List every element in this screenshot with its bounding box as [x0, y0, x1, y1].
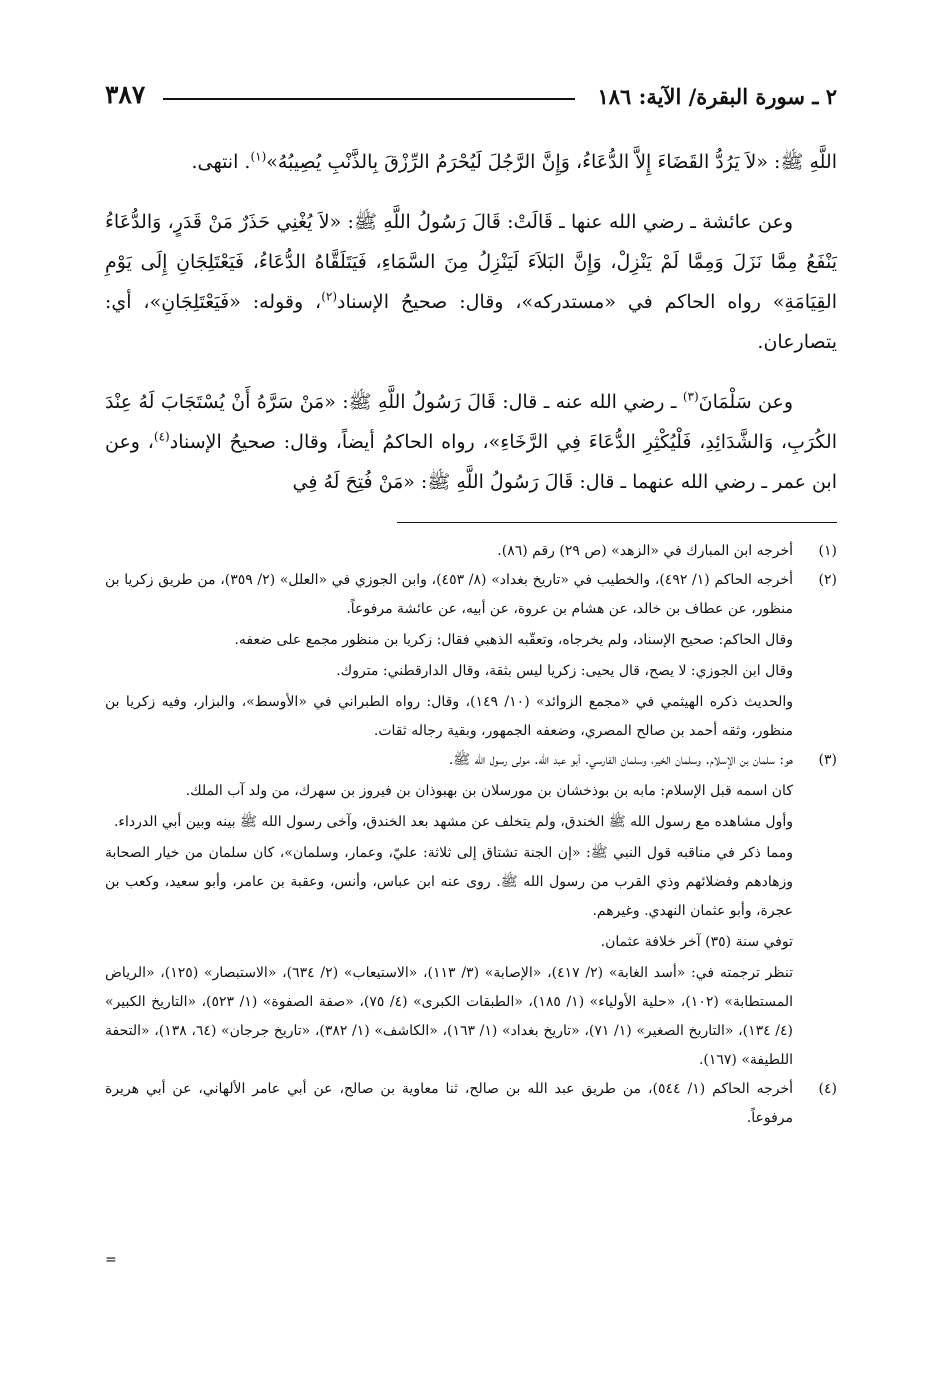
footnote-text: وقال الحاكم: صحيح الإسناد، ولم يخرجاه، وتعقّبه الذهبي فقال: زكريا بن منظور مجمع على ضعفه. — [234, 632, 793, 648]
footnote-2 — [105, 566, 837, 746]
footnote-3 — [105, 746, 837, 1075]
continuation-mark: = — [105, 1252, 117, 1268]
footnote-text: والحديث ذكره الهيثمي في «مجمع الزوائد» (١٠/ ١٤٩)، وقال: رواه الطبراني في «الأوسط»، والبزار، وفيه زكريا بن منظور، وثقه أحمد بن صالح المصري، وضعفه الجمهور، وبقية رجاله ثقات. — [105, 694, 793, 739]
footnote-text: وقال ابن الجوزي: لا يصح، قال يحيى: زكريا ليس بثقة، وقال الدارقطني: متروك. — [336, 663, 793, 679]
footnote-text: توفي سنة (٣٥) آخر خلافة عثمان. — [600, 934, 793, 950]
footnote-ref-1[interactable]: (١) — [250, 149, 267, 164]
footnote-number: (٣) — [818, 752, 837, 768]
footnotes — [105, 537, 837, 1133]
running-header — [105, 70, 837, 112]
page-number: ٣٨٧ — [105, 80, 146, 109]
main-paragraph-2: وعن عائشة ـ رضي الله عنها ـ قَالَتْ: قَالَ رَسُولُ اللَّهِ ﷺ: «لاَ يُغْنِي حَذَرٌ مَنْ قَدَرٍ، وَالدُّعَاءُ يَنْفَعُ مِمَّا نَزَلَ وَمِمَّا لَمْ يَنْزِلْ، وَإِنَّ البَلاَءَ لَيَنْزِلُ مِنَ السَّمَاءِ، فَيَتَلَقَّاهُ الدُّعَاءُ، فَيَعْتَلِجَانِ إِلَى يَوْمِ القِيَامَةِ» رواه الحاكم في «مستدركه»، وقال: صحيحُ الإسناد$^{(٢)}$، وقوله: «فَيَعْتَلِجَانِ»، أي: يتصارعان. — [105, 211, 837, 353]
main-paragraph-1: اللَّهِ ﷺ: «لاَ يَرُدُّ القَضَاءَ إِلاَّ الدُّعَاءُ، وَإِنَّ الرَّجُلَ لَيُحْرَمُ الرِّزْقَ بِالذَّنْبِ يُصِيبُهُ»$^{(١)}$. انتهى. — [191, 149, 837, 173]
footnote-text: أخرجه الحاكم (١/ ٥٤٤)، من طريق عبد الله بن صالح، ثنا معاوية بن صالح، عن أبي عامر الألهاني، عن أبي هريرة مرفوعاً. — [105, 1081, 794, 1126]
footnote-number: (١) — [818, 543, 837, 559]
footnote-ref-4[interactable]: (٤) — [153, 429, 170, 444]
footnote-text: وأول مشاهده مع رسول الله ﷺ الخندق، ولم يتخلف عن مشهد بعد الخندق، وآخى رسول الله ﷺ بينه وبين أبي الدرداء. — [113, 814, 793, 830]
footnote-text: تنظر ترجمته في: «أسد الغابة» (٢/ ٤١٧)، «الإصابة» (٣/ ١١٣)، «الاستيعاب» (٢/ ٦٣٤)، «الاستبصار» (١٢٥)، «الرياض المستطابة» (١٠٢)، «حلية الأولياء» (١/ ١٨٥)، «الطبقات الكبرى» (٤/ ٧٥)، «صفة الصفوة» (١/ ٥٢٣)، «التاريخ الكبير» (٤/ ١٣٤)، «التاريخ الصغير» (١/ ٧١)، «تاريخ بغداد» (١/ ١٦٣)، «الكاشف» (١/ ٣٨٢)، «تاريخ جرجان» (٦٤، ١٣٨)، «التحفة اللطيفة» (١٦٧). — [105, 965, 794, 1068]
footnote-text: هو: سلمان بن الإسلام. وسلمان الخير، وسلمان الفارسي. أبو عبد الله. مولى رسول الله ﷺ. — [448, 752, 793, 768]
header-rule — [163, 98, 575, 100]
header-title: ٢ ـ سورة البقرة/ الآية: ١٨٦ — [597, 84, 837, 109]
footnote-ref-3[interactable]: (٣) — [682, 389, 699, 404]
book-page — [105, 70, 837, 1268]
main-text — [105, 142, 837, 502]
footnote-ref-2[interactable]: (٢) — [321, 289, 338, 304]
footnote-separator — [397, 522, 837, 523]
footnote-4 — [105, 1075, 837, 1133]
main-paragraph-3: وعن سَلْمَانَ$^{(٣)}$ ـ رضي الله عنه ـ قال: قَالَ رَسُولُ اللَّهِ ﷺ: «مَنْ سَرَّهُ أَنْ يُسْتَجَابَ لَهُ عِنْدَ الكُرَبِ، وَالشَّدَائِدِ، فَلْيُكْثِرِ الدُّعَاءَ فِي الرَّخَاءِ»، رواه الحاكمُ أيضاً، وقال: صحيحُ الإسناد$^{(٤)}$، وعن ابن عمر ـ رضي الله عنهما ـ قال: قَالَ رَسُولُ اللَّهِ ﷺ: «مَنْ فُتِحَ لَهُ فِي — [105, 389, 837, 493]
footnote-text: أخرجه ابن المبارك في «الزهد» (ص ٢٩) رقم (٨٦). — [497, 543, 793, 559]
footnote-number: (٢) — [818, 572, 837, 588]
footnote-number: (٤) — [818, 1081, 837, 1097]
footnote-text: أخرجه الحاكم (١/ ٤٩٢)، والخطيب في «تاريخ بغداد» (٨/ ٤٥٣)، وابن الجوزي في «العلل» (٢/ ٣٥٩)، من طريق زكريا بن منظور، عن عطاف بن خالد، عن هشام بن عروة، عن أبيه، عن عائشة مرفوعاً. — [105, 572, 793, 617]
footnote-text: كان اسمه قبل الإسلام: مابه بن بوذخشان بن مورسلان بن بهبوذان بن فيروز بن سهرك، من ولد آب الملك. — [185, 783, 793, 799]
footnote-text: ومما ذكر في مناقبه قول النبي ﷺ: «إن الجنة تشتاق إلى ثلاثة: عليّ، وعمار، وسلمان»، كان سلمان من خيار الصحابة وزهادهم وفضلائهم وذي القرب من رسول الله ﷺ. روى عنه ابن عباس، وأنس، وعقبة بن عامر، وأبو سعيد، وكعب بن عجرة، وأبو عثمان النهدي. وغيرهم. — [105, 845, 793, 919]
footnote-1 — [105, 537, 837, 566]
